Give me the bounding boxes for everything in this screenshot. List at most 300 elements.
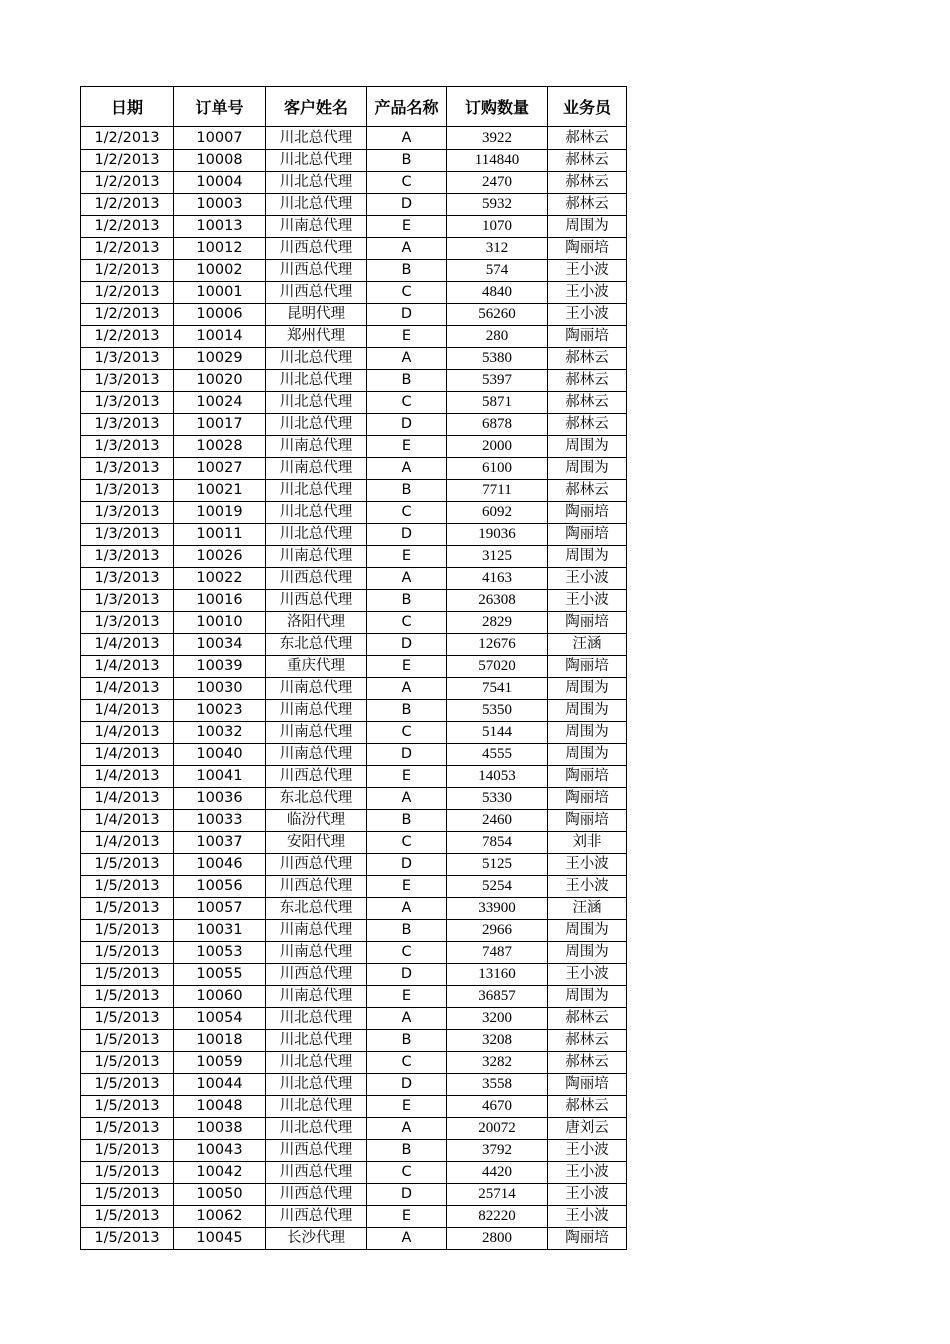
cell-order-id: 10042 [174,1162,266,1184]
cell-date: 1/3/2013 [81,458,174,480]
table-row [81,744,627,766]
table-row [81,898,627,920]
cell-salesperson: 周围为 [548,700,627,722]
header-order-id: 订单号 [174,87,266,127]
table-row [81,524,627,546]
cell-quantity: 7711 [447,480,548,502]
table-row [81,304,627,326]
cell-quantity: 5397 [447,370,548,392]
cell-order-id: 10003 [174,194,266,216]
cell-customer: 川西总代理 [266,568,367,590]
cell-product: D [367,1184,447,1206]
cell-date: 1/5/2013 [81,1140,174,1162]
table-row [81,568,627,590]
cell-order-id: 10017 [174,414,266,436]
cell-order-id: 10023 [174,700,266,722]
cell-customer: 川西总代理 [266,1206,367,1228]
cell-customer: 川北总代理 [266,150,367,172]
table-row [81,458,627,480]
cell-order-id: 10026 [174,546,266,568]
cell-order-id: 10002 [174,260,266,282]
cell-customer: 川北总代理 [266,480,367,502]
cell-order-id: 10057 [174,898,266,920]
cell-order-id: 10036 [174,788,266,810]
cell-order-id: 10030 [174,678,266,700]
cell-product: C [367,1162,447,1184]
cell-date: 1/2/2013 [81,216,174,238]
cell-date: 1/4/2013 [81,722,174,744]
cell-quantity: 36857 [447,986,548,1008]
cell-quantity: 5871 [447,392,548,414]
cell-order-id: 10013 [174,216,266,238]
cell-order-id: 10062 [174,1206,266,1228]
cell-customer: 川南总代理 [266,436,367,458]
cell-date: 1/4/2013 [81,634,174,656]
cell-date: 1/2/2013 [81,127,174,150]
header-product: 产品名称 [367,87,447,127]
cell-product: E [367,1096,447,1118]
cell-salesperson: 陶丽培 [548,1074,627,1096]
cell-product: E [367,766,447,788]
table-row [81,172,627,194]
cell-date: 1/2/2013 [81,172,174,194]
cell-date: 1/3/2013 [81,502,174,524]
cell-order-id: 10060 [174,986,266,1008]
cell-customer: 川西总代理 [266,766,367,788]
cell-product: A [367,568,447,590]
cell-salesperson: 汪涵 [548,634,627,656]
cell-quantity: 20072 [447,1118,548,1140]
cell-order-id: 10019 [174,502,266,524]
cell-order-id: 10050 [174,1184,266,1206]
table-row [81,326,627,348]
cell-order-id: 10016 [174,590,266,612]
cell-product: A [367,1228,447,1250]
cell-quantity: 5330 [447,788,548,810]
cell-salesperson: 陶丽培 [548,766,627,788]
cell-order-id: 10004 [174,172,266,194]
cell-customer: 川南总代理 [266,700,367,722]
cell-order-id: 10043 [174,1140,266,1162]
header-date: 日期 [81,87,174,127]
cell-quantity: 19036 [447,524,548,546]
cell-quantity: 4670 [447,1096,548,1118]
cell-customer: 川南总代理 [266,546,367,568]
cell-order-id: 10046 [174,854,266,876]
cell-quantity: 3282 [447,1052,548,1074]
cell-quantity: 33900 [447,898,548,920]
cell-salesperson: 陶丽培 [548,1228,627,1250]
cell-salesperson: 周围为 [548,436,627,458]
table-row [81,392,627,414]
cell-order-id: 10007 [174,127,266,150]
table-row [81,1052,627,1074]
cell-quantity: 7541 [447,678,548,700]
cell-salesperson: 郝林云 [548,1052,627,1074]
table-row [81,634,627,656]
cell-product: D [367,414,447,436]
cell-salesperson: 郝林云 [548,348,627,370]
cell-order-id: 10027 [174,458,266,480]
cell-product: D [367,524,447,546]
cell-order-id: 10033 [174,810,266,832]
cell-quantity: 114840 [447,150,548,172]
cell-order-id: 10055 [174,964,266,986]
table-row [81,1206,627,1228]
cell-product: D [367,634,447,656]
cell-customer: 洛阳代理 [266,612,367,634]
cell-product: B [367,480,447,502]
cell-date: 1/5/2013 [81,898,174,920]
cell-salesperson: 陶丽培 [548,502,627,524]
header-quantity: 订购数量 [447,87,548,127]
cell-salesperson: 王小波 [548,304,627,326]
cell-date: 1/2/2013 [81,326,174,348]
cell-salesperson: 周围为 [548,744,627,766]
table-row [81,722,627,744]
cell-date: 1/2/2013 [81,238,174,260]
cell-order-id: 10029 [174,348,266,370]
cell-quantity: 12676 [447,634,548,656]
cell-order-id: 10041 [174,766,266,788]
cell-date: 1/5/2013 [81,1030,174,1052]
cell-customer: 川西总代理 [266,1140,367,1162]
cell-quantity: 4840 [447,282,548,304]
cell-order-id: 10021 [174,480,266,502]
cell-order-id: 10039 [174,656,266,678]
cell-product: D [367,854,447,876]
cell-quantity: 57020 [447,656,548,678]
table-row [81,1118,627,1140]
cell-salesperson: 周围为 [548,546,627,568]
cell-date: 1/5/2013 [81,920,174,942]
cell-customer: 川北总代理 [266,1074,367,1096]
cell-customer: 川西总代理 [266,260,367,282]
header-customer: 客户姓名 [266,87,367,127]
cell-customer: 东北总代理 [266,898,367,920]
table-row [81,1184,627,1206]
cell-customer: 昆明代理 [266,304,367,326]
cell-salesperson: 王小波 [548,854,627,876]
cell-salesperson: 郝林云 [548,1030,627,1052]
cell-salesperson: 唐刘云 [548,1118,627,1140]
cell-salesperson: 周围为 [548,678,627,700]
cell-customer: 川南总代理 [266,722,367,744]
cell-date: 1/3/2013 [81,348,174,370]
cell-date: 1/3/2013 [81,370,174,392]
cell-quantity: 6100 [447,458,548,480]
cell-salesperson: 郝林云 [548,127,627,150]
table-row [81,700,627,722]
table-row [81,656,627,678]
cell-salesperson: 周围为 [548,942,627,964]
cell-quantity: 574 [447,260,548,282]
cell-customer: 川北总代理 [266,524,367,546]
cell-product: B [367,1030,447,1052]
cell-date: 1/5/2013 [81,1228,174,1250]
table-row [81,238,627,260]
cell-product: B [367,260,447,282]
cell-order-id: 10054 [174,1008,266,1030]
cell-customer: 川西总代理 [266,590,367,612]
cell-salesperson: 周围为 [548,216,627,238]
cell-salesperson: 陶丽培 [548,524,627,546]
cell-order-id: 10037 [174,832,266,854]
cell-order-id: 10014 [174,326,266,348]
table-row [81,436,627,458]
cell-product: C [367,282,447,304]
cell-date: 1/4/2013 [81,656,174,678]
cell-quantity: 3125 [447,546,548,568]
cell-date: 1/3/2013 [81,414,174,436]
cell-salesperson: 陶丽培 [548,238,627,260]
cell-customer: 东北总代理 [266,634,367,656]
cell-date: 1/2/2013 [81,150,174,172]
cell-quantity: 4420 [447,1162,548,1184]
cell-product: E [367,656,447,678]
cell-quantity: 5380 [447,348,548,370]
cell-product: E [367,216,447,238]
cell-date: 1/3/2013 [81,590,174,612]
cell-product: C [367,502,447,524]
cell-salesperson: 王小波 [548,964,627,986]
cell-product: D [367,1074,447,1096]
cell-date: 1/5/2013 [81,1008,174,1030]
cell-product: D [367,304,447,326]
cell-customer: 川北总代理 [266,414,367,436]
cell-customer: 川北总代理 [266,1096,367,1118]
cell-customer: 川南总代理 [266,458,367,480]
cell-customer: 川西总代理 [266,1184,367,1206]
cell-customer: 临汾代理 [266,810,367,832]
cell-date: 1/5/2013 [81,1052,174,1074]
table-row [81,766,627,788]
header-row [81,87,627,127]
cell-order-id: 10048 [174,1096,266,1118]
cell-quantity: 312 [447,238,548,260]
cell-customer: 川北总代理 [266,1118,367,1140]
cell-customer: 川西总代理 [266,964,367,986]
cell-salesperson: 陶丽培 [548,612,627,634]
cell-salesperson: 王小波 [548,1184,627,1206]
cell-order-id: 10001 [174,282,266,304]
cell-quantity: 5932 [447,194,548,216]
cell-quantity: 26308 [447,590,548,612]
cell-customer: 川南总代理 [266,986,367,1008]
cell-salesperson: 陶丽培 [548,810,627,832]
cell-product: B [367,370,447,392]
cell-date: 1/3/2013 [81,524,174,546]
cell-order-id: 10034 [174,634,266,656]
cell-quantity: 3200 [447,1008,548,1030]
cell-date: 1/2/2013 [81,260,174,282]
cell-product: A [367,898,447,920]
cell-salesperson: 王小波 [548,590,627,612]
cell-quantity: 280 [447,326,548,348]
cell-product: A [367,1118,447,1140]
cell-customer: 川西总代理 [266,1162,367,1184]
table-row [81,678,627,700]
table-row [81,1140,627,1162]
cell-quantity: 25714 [447,1184,548,1206]
cell-date: 1/5/2013 [81,1184,174,1206]
table-row [81,414,627,436]
cell-product: B [367,150,447,172]
table-row [81,1228,627,1250]
cell-product: E [367,326,447,348]
cell-order-id: 10040 [174,744,266,766]
cell-customer: 川北总代理 [266,194,367,216]
cell-product: B [367,700,447,722]
cell-quantity: 5350 [447,700,548,722]
cell-product: E [367,876,447,898]
cell-salesperson: 周围为 [548,986,627,1008]
cell-date: 1/2/2013 [81,304,174,326]
cell-salesperson: 郝林云 [548,370,627,392]
cell-date: 1/5/2013 [81,942,174,964]
table-row [81,260,627,282]
cell-order-id: 10038 [174,1118,266,1140]
cell-date: 1/2/2013 [81,194,174,216]
cell-customer: 郑州代理 [266,326,367,348]
cell-date: 1/4/2013 [81,744,174,766]
cell-product: C [367,612,447,634]
cell-product: C [367,722,447,744]
cell-quantity: 2800 [447,1228,548,1250]
cell-order-id: 10012 [174,238,266,260]
table-row [81,150,627,172]
cell-date: 1/3/2013 [81,612,174,634]
cell-salesperson: 周围为 [548,920,627,942]
cell-product: A [367,678,447,700]
cell-product: B [367,1140,447,1162]
table-row [81,1008,627,1030]
cell-order-id: 10024 [174,392,266,414]
cell-salesperson: 郝林云 [548,480,627,502]
cell-quantity: 7487 [447,942,548,964]
table-row [81,502,627,524]
cell-product: A [367,1008,447,1030]
table-row [81,1074,627,1096]
cell-product: A [367,238,447,260]
table-row [81,546,627,568]
cell-product: C [367,942,447,964]
cell-quantity: 1070 [447,216,548,238]
cell-customer: 川北总代理 [266,1030,367,1052]
cell-quantity: 5254 [447,876,548,898]
cell-product: D [367,964,447,986]
cell-customer: 川北总代理 [266,370,367,392]
cell-salesperson: 周围为 [548,722,627,744]
cell-date: 1/5/2013 [81,986,174,1008]
cell-salesperson: 王小波 [548,568,627,590]
cell-customer: 川南总代理 [266,920,367,942]
cell-customer: 川北总代理 [266,502,367,524]
cell-order-id: 10028 [174,436,266,458]
cell-salesperson: 郝林云 [548,414,627,436]
cell-salesperson: 刘非 [548,832,627,854]
cell-salesperson: 郝林云 [548,392,627,414]
cell-date: 1/4/2013 [81,788,174,810]
table-row [81,590,627,612]
cell-quantity: 2966 [447,920,548,942]
table-row [81,282,627,304]
table-row [81,127,627,150]
cell-salesperson: 郝林云 [548,1008,627,1030]
cell-customer: 东北总代理 [266,788,367,810]
cell-product: E [367,436,447,458]
cell-customer: 川南总代理 [266,678,367,700]
cell-product: A [367,458,447,480]
cell-date: 1/3/2013 [81,546,174,568]
cell-customer: 川西总代理 [266,282,367,304]
table-row [81,370,627,392]
cell-quantity: 5125 [447,854,548,876]
table-row [81,876,627,898]
cell-customer: 川西总代理 [266,854,367,876]
cell-salesperson: 王小波 [548,260,627,282]
cell-order-id: 10022 [174,568,266,590]
cell-order-id: 10044 [174,1074,266,1096]
cell-quantity: 3922 [447,127,548,150]
cell-quantity: 3792 [447,1140,548,1162]
cell-customer: 川北总代理 [266,1052,367,1074]
table-row [81,942,627,964]
cell-order-id: 10020 [174,370,266,392]
cell-salesperson: 郝林云 [548,194,627,216]
cell-product: A [367,788,447,810]
table-row [81,480,627,502]
cell-product: C [367,172,447,194]
cell-customer: 长沙代理 [266,1228,367,1250]
cell-customer: 川南总代理 [266,216,367,238]
cell-date: 1/3/2013 [81,436,174,458]
cell-customer: 川北总代理 [266,348,367,370]
cell-product: C [367,392,447,414]
cell-customer: 川西总代理 [266,876,367,898]
cell-salesperson: 周围为 [548,458,627,480]
cell-quantity: 14053 [447,766,548,788]
cell-order-id: 10010 [174,612,266,634]
cell-quantity: 3208 [447,1030,548,1052]
table-row [81,1096,627,1118]
cell-product: D [367,194,447,216]
cell-order-id: 10053 [174,942,266,964]
table-row [81,964,627,986]
cell-product: B [367,590,447,612]
table-row [81,832,627,854]
cell-salesperson: 郝林云 [548,150,627,172]
cell-quantity: 6878 [447,414,548,436]
cell-salesperson: 郝林云 [548,1096,627,1118]
table-row [81,348,627,370]
table-row [81,920,627,942]
cell-salesperson: 王小波 [548,876,627,898]
cell-date: 1/5/2013 [81,1162,174,1184]
cell-salesperson: 陶丽培 [548,656,627,678]
table-row [81,788,627,810]
cell-order-id: 10006 [174,304,266,326]
cell-quantity: 6092 [447,502,548,524]
cell-date: 1/5/2013 [81,1118,174,1140]
cell-quantity: 4163 [447,568,548,590]
cell-customer: 川南总代理 [266,744,367,766]
cell-product: E [367,986,447,1008]
table-row [81,194,627,216]
cell-date: 1/4/2013 [81,700,174,722]
cell-customer: 川北总代理 [266,127,367,150]
cell-date: 1/5/2013 [81,1074,174,1096]
